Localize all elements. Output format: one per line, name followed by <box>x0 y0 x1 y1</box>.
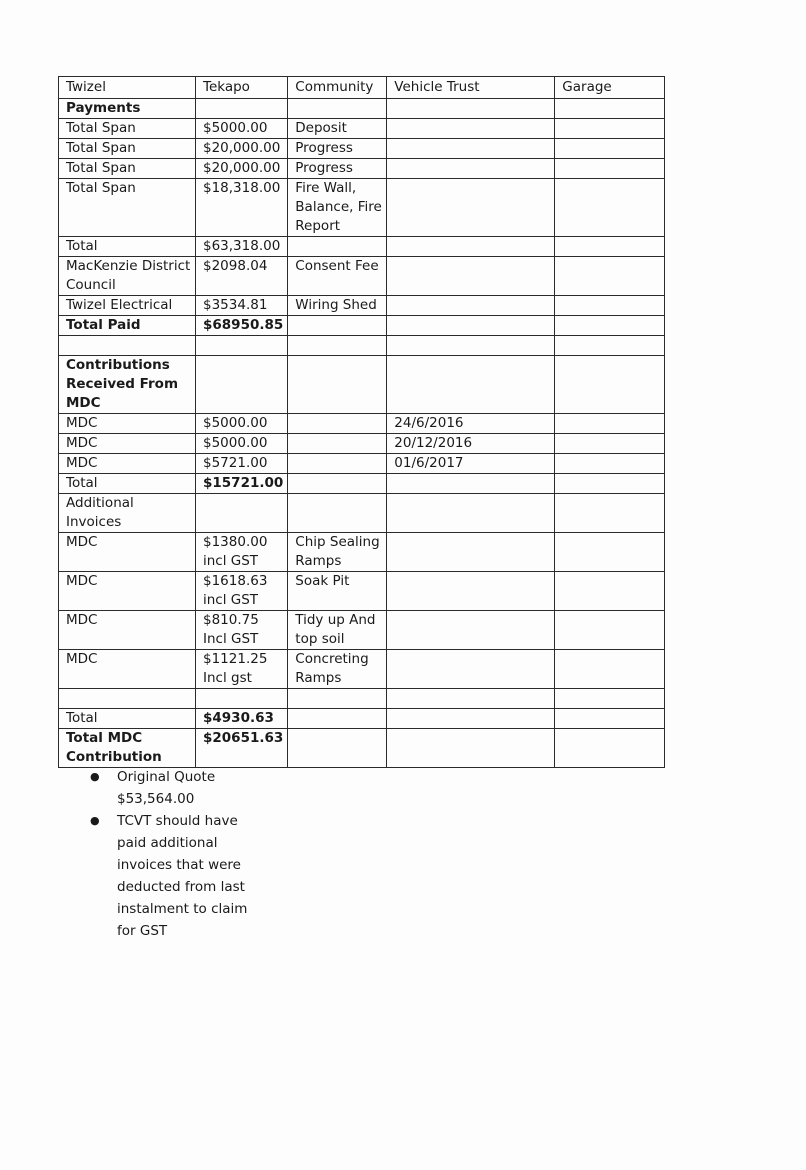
table-cell <box>555 414 665 434</box>
note-item <box>88 810 247 942</box>
table-cell <box>196 434 288 454</box>
cell-text: Council <box>66 277 116 293</box>
table-cell <box>288 454 387 474</box>
table-cell <box>196 139 288 159</box>
table-cell <box>196 296 288 316</box>
header-community: Community <box>288 77 387 99</box>
cell-text: MDC <box>66 455 98 471</box>
table-cell <box>387 650 555 689</box>
cell-text: Tidy up And <box>295 612 376 628</box>
cell-text: incl GST <box>203 592 259 608</box>
table-cell <box>196 257 288 296</box>
table-row <box>59 709 665 729</box>
bullet-icon: ● <box>90 814 100 827</box>
table-cell <box>59 316 196 336</box>
table-row <box>59 296 665 316</box>
table-cell <box>387 179 555 237</box>
table-cell <box>288 414 387 434</box>
table-cell <box>59 179 196 237</box>
table-cell <box>387 474 555 494</box>
table-cell <box>555 434 665 454</box>
cell-text: Received From <box>66 376 179 392</box>
cell-text: $20651.63 <box>203 730 284 746</box>
cell-text: MDC <box>66 651 98 667</box>
table-cell <box>59 414 196 434</box>
header-garage: Garage <box>555 77 665 99</box>
table-cell <box>387 494 555 533</box>
table-cell <box>387 296 555 316</box>
cell-text: Incl GST <box>203 631 259 647</box>
table-cell <box>387 356 555 414</box>
table-cell <box>59 159 196 179</box>
table-row <box>59 336 665 356</box>
cell-text: MDC <box>66 612 98 628</box>
table-cell <box>59 729 196 768</box>
table-cell <box>59 119 196 139</box>
table-cell <box>288 237 387 257</box>
table-cell <box>555 356 665 414</box>
table-cell <box>288 356 387 414</box>
table-cell <box>387 159 555 179</box>
cell-text: Payments <box>66 100 141 116</box>
table-cell <box>555 611 665 650</box>
cell-text: MDC <box>66 415 98 431</box>
cell-text: Total Span <box>66 180 136 196</box>
cell-text: Total Paid <box>66 317 141 333</box>
table-cell <box>196 336 288 356</box>
header-vehicle-trust: Vehicle Trust <box>387 77 555 99</box>
table-row <box>59 257 665 296</box>
table-row <box>59 650 665 689</box>
cell-text: top soil <box>295 631 345 647</box>
table-cell <box>555 650 665 689</box>
table-cell <box>59 99 196 119</box>
table-cell <box>59 434 196 454</box>
cell-text: Contributions <box>66 357 170 373</box>
table-cell <box>387 119 555 139</box>
table-cell <box>59 572 196 611</box>
cell-text: $5000.00 <box>203 120 268 136</box>
cell-text: Total Span <box>66 120 136 136</box>
cell-text: Progress <box>295 140 353 156</box>
note-text: instalment to claim <box>117 901 248 917</box>
table-cell <box>59 356 196 414</box>
table-row <box>59 179 665 237</box>
table-cell <box>288 494 387 533</box>
table-cell <box>387 434 555 454</box>
table-cell <box>555 689 665 709</box>
table-cell <box>387 729 555 768</box>
table-cell <box>59 237 196 257</box>
note-text: $53,564.00 <box>117 791 195 807</box>
cell-text: Soak Pit <box>295 573 350 589</box>
cell-text: $68950.85 <box>203 317 284 333</box>
table-cell <box>555 296 665 316</box>
table-cell <box>59 650 196 689</box>
table-cell <box>288 257 387 296</box>
table-cell <box>555 494 665 533</box>
table-cell <box>196 454 288 474</box>
table-cell <box>59 139 196 159</box>
cell-text: Twizel Electrical <box>66 297 173 313</box>
cell-text: $5721.00 <box>203 455 268 471</box>
table-cell <box>288 533 387 572</box>
cell-text: MDC <box>66 573 98 589</box>
table-row <box>59 689 665 709</box>
table-row <box>59 316 665 336</box>
note-text: invoices that were <box>117 857 241 873</box>
table-cell <box>288 336 387 356</box>
table-cell <box>288 179 387 237</box>
table-cell <box>555 729 665 768</box>
table-row <box>59 356 665 414</box>
cell-text: MDC <box>66 534 98 550</box>
notes-list <box>88 766 247 942</box>
table-cell <box>555 533 665 572</box>
cell-text: 01/6/2017 <box>394 455 464 471</box>
table-cell <box>387 689 555 709</box>
table-cell <box>555 316 665 336</box>
table-cell <box>59 336 196 356</box>
cell-text: 24/6/2016 <box>394 415 464 431</box>
table-row <box>59 237 665 257</box>
table-cell <box>387 709 555 729</box>
table-row <box>59 729 665 768</box>
table-row <box>59 474 665 494</box>
table-cell <box>387 257 555 296</box>
table-row <box>59 434 665 454</box>
table-cell <box>196 494 288 533</box>
cell-text: Total <box>66 475 98 491</box>
table-cell <box>288 474 387 494</box>
cell-text: Report <box>295 218 341 234</box>
table-cell <box>196 159 288 179</box>
cell-text: Total <box>66 238 98 254</box>
table-cell <box>387 336 555 356</box>
cell-text: $4930.63 <box>203 710 274 726</box>
note-text: TCVT should have <box>117 813 238 829</box>
table-cell <box>555 99 665 119</box>
cell-text: $20,000.00 <box>203 140 281 156</box>
cell-text: $810.75 <box>203 612 259 628</box>
note-text: paid additional <box>117 835 218 851</box>
cell-text: MDC <box>66 435 98 451</box>
table-cell <box>59 257 196 296</box>
table-cell <box>555 709 665 729</box>
note-item <box>88 766 247 810</box>
table-cell <box>555 336 665 356</box>
cell-text: incl GST <box>203 553 259 569</box>
cell-text: $2098.04 <box>203 258 268 274</box>
table-cell <box>196 414 288 434</box>
cell-text: Total Span <box>66 140 136 156</box>
table-cell <box>555 237 665 257</box>
table-row <box>59 119 665 139</box>
table-row <box>59 494 665 533</box>
header-tekapo: Tekapo <box>196 77 288 99</box>
cell-text: Ramps <box>295 670 342 686</box>
table-cell <box>555 139 665 159</box>
table-cell <box>196 99 288 119</box>
cell-text: $3534.81 <box>203 297 268 313</box>
cell-text: Chip Sealing <box>295 534 380 550</box>
table-cell <box>59 709 196 729</box>
cell-text: Consent Fee <box>295 258 379 274</box>
table-row <box>59 454 665 474</box>
cell-text: Ramps <box>295 553 342 569</box>
table-cell <box>196 689 288 709</box>
table-cell <box>59 611 196 650</box>
table-cell <box>196 729 288 768</box>
table-cell <box>288 139 387 159</box>
bullet-icon: ● <box>90 770 100 783</box>
cell-text: $20,000.00 <box>203 160 281 176</box>
note-text: for GST <box>117 923 168 939</box>
table-cell <box>555 257 665 296</box>
table-cell <box>288 650 387 689</box>
cell-text: Total Span <box>66 160 136 176</box>
table-cell <box>555 119 665 139</box>
cell-text: Fire Wall, <box>295 180 357 196</box>
table-row <box>59 159 665 179</box>
table-cell <box>288 572 387 611</box>
note-text: Original Quote <box>117 769 216 785</box>
cell-text: MDC <box>66 395 101 411</box>
table-row <box>59 611 665 650</box>
cell-text: $1121.25 <box>203 651 268 667</box>
cell-text: Concreting <box>295 651 369 667</box>
table-row <box>59 139 665 159</box>
table-cell <box>288 99 387 119</box>
table-cell <box>387 99 555 119</box>
table-cell <box>59 689 196 709</box>
table-cell <box>196 316 288 336</box>
cell-text: 20/12/2016 <box>394 435 473 451</box>
table-cell <box>288 709 387 729</box>
table-row <box>59 572 665 611</box>
cell-text: $63,318.00 <box>203 238 281 254</box>
table-cell <box>288 316 387 336</box>
table-cell <box>59 296 196 316</box>
note-text: deducted from last <box>117 879 245 895</box>
table-cell <box>196 356 288 414</box>
cell-text: Additional Invoices <box>66 495 134 530</box>
table-cell <box>288 434 387 454</box>
cell-text: Total <box>66 710 98 726</box>
table-row <box>59 99 665 119</box>
table-cell <box>387 611 555 650</box>
cell-text: $5000.00 <box>203 415 268 431</box>
table-header-row <box>59 77 665 99</box>
table-cell <box>555 454 665 474</box>
table-cell <box>387 316 555 336</box>
header-twizel: Twizel <box>59 77 196 99</box>
cell-text: $15721.00 <box>203 475 284 491</box>
table-cell <box>387 533 555 572</box>
table-cell <box>288 119 387 139</box>
table-cell <box>555 179 665 237</box>
table-cell <box>555 572 665 611</box>
table-cell <box>288 689 387 709</box>
cell-text: $18,318.00 <box>203 180 281 196</box>
cell-text: Progress <box>295 160 353 176</box>
cell-text: $1380.00 <box>203 534 268 550</box>
table-cell <box>288 729 387 768</box>
cell-text: Deposit <box>295 120 347 136</box>
table-cell <box>387 237 555 257</box>
table-cell <box>196 611 288 650</box>
table-row <box>59 533 665 572</box>
table-cell <box>59 533 196 572</box>
table-cell <box>387 454 555 474</box>
cell-text: Balance, Fire <box>295 199 382 215</box>
table-cell <box>196 474 288 494</box>
table-cell <box>555 474 665 494</box>
table-cell <box>387 139 555 159</box>
table-cell <box>196 179 288 237</box>
table-cell <box>59 494 196 533</box>
table-cell <box>288 159 387 179</box>
table-cell <box>288 611 387 650</box>
cell-text: Incl gst <box>203 670 252 686</box>
payments-contributions-table <box>58 76 665 768</box>
cell-text: MacKenzie District <box>66 258 191 274</box>
table-row <box>59 414 665 434</box>
table-cell <box>555 159 665 179</box>
cell-text: $5000.00 <box>203 435 268 451</box>
cell-text: Wiring Shed <box>295 297 377 313</box>
cell-text: Contribution <box>66 749 162 765</box>
cell-text: Total MDC <box>66 730 143 746</box>
table-cell <box>59 454 196 474</box>
cell-text: $1618.63 <box>203 573 268 589</box>
table-cell <box>196 709 288 729</box>
table-cell <box>387 414 555 434</box>
table-cell <box>196 650 288 689</box>
table-cell <box>196 572 288 611</box>
table-cell <box>59 474 196 494</box>
table-cell <box>288 296 387 316</box>
table-cell <box>196 119 288 139</box>
table-cell <box>196 533 288 572</box>
table-cell <box>196 237 288 257</box>
table-cell <box>387 572 555 611</box>
